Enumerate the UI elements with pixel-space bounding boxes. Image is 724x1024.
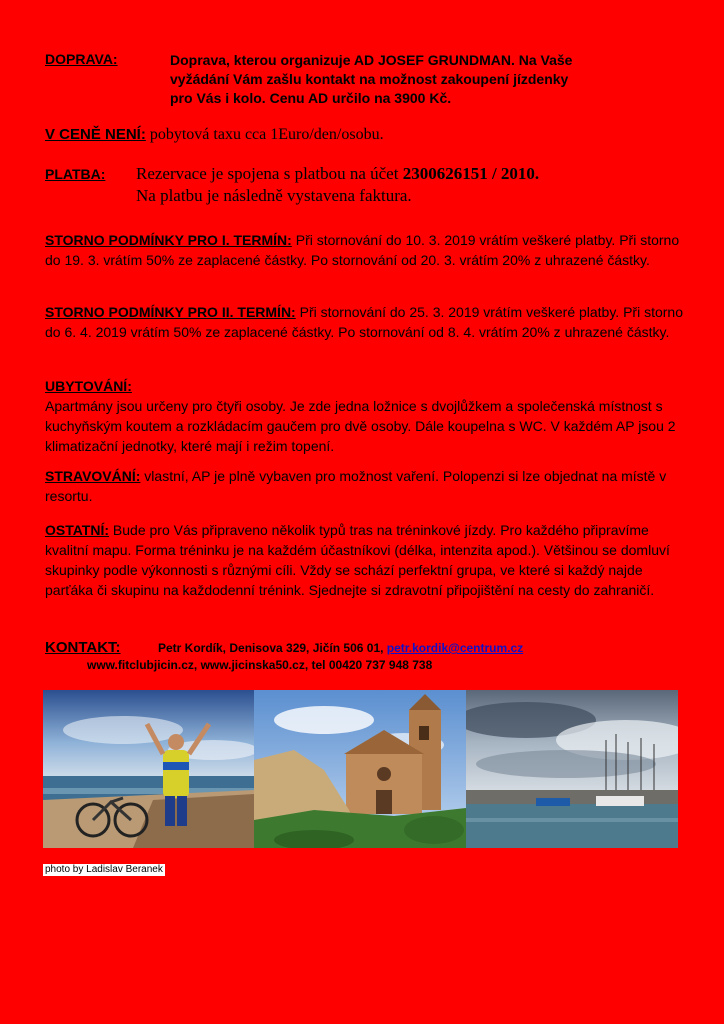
stravovani-section	[45, 466, 685, 506]
ubytovani-heading: UBYTOVÁNÍ:	[45, 378, 132, 394]
photo-cyclist-beach	[43, 690, 254, 848]
church-image	[254, 690, 466, 848]
doprava-line: Doprava, kterou organizuje AD JOSEF GRUNDMAN. Na Vaše	[170, 52, 573, 68]
storno1-section	[45, 230, 685, 270]
kontakt-email-link[interactable]: petr.kordik@centrum.cz	[386, 641, 524, 655]
doprava-line: vyžádání Vám zašlu kontakt na možnost zakoupení jízdenky	[170, 71, 569, 87]
ubytovani-section	[45, 376, 685, 456]
doprava-text	[170, 51, 690, 108]
ostatni-text: Bude pro Vás připraveno několik typů tras na tréninkové jízdy. Pro každého připravíme kvalitní mapu. Forma tréninku je na každém účastníkovi (délka, intenzita apod.). Většinou se domluví skupinky podle výkonnosti s různými cíli. Vždy se schází perfektní grupa, ve které si každý najde parťáka či skupinu na každodenní trénink. Sjednejte si zdravotní připojištění na cesty do zahraničí.	[45, 522, 670, 598]
photo-church-hill	[254, 690, 466, 848]
harbor-image	[466, 690, 678, 848]
kontakt-address: Petr Kordík, Denisova 329, Jičín 506 01,	[158, 641, 387, 655]
storno2-section	[45, 302, 685, 342]
platba-line: Na platbu je následně vystavena faktura.	[136, 186, 412, 205]
ubytovani-text: Apartmány jsou určeny pro čtyři osoby. Je zde jedna ložnice s dvojlůžkem a společenská místnost s kuchyňským koutem a rozkládacím gaučem pro dvě osoby. Dále koupelna s WC. V každém AP jsou 2 klimatizační jednotky, které mají i režim topení.	[45, 398, 676, 454]
v-cene-heading: V CENĚ NENÍ:	[45, 126, 146, 143]
platba-line: Rezervace je spojena s platbou na účet	[136, 164, 403, 183]
v-cene-section	[45, 124, 685, 145]
storno1-heading: STORNO PODMÍNKY PRO I. TERMÍN:	[45, 232, 292, 248]
stravovani-heading: STRAVOVÁNÍ:	[45, 468, 141, 484]
storno2-text: Při stornování do 25. 3. 2019 vrátím veškeré platby. Při storno do 6. 4. 2019 vrátím 50% ze zaplacené částky. Po stornování od 8. 4. vrátím 20% z uhrazené částky.	[45, 304, 683, 340]
kontakt-address-line	[158, 641, 523, 655]
platba-text	[136, 163, 696, 207]
stravovani-text: vlastní, AP je plně vybaven pro možnost vaření. Polopenzi si lze objednat na místě v resortu.	[45, 468, 667, 504]
photo-credit: photo by Ladislav Beranek	[45, 864, 163, 875]
doprava-heading: DOPRAVA:	[45, 51, 118, 67]
cyclist-beach-image	[43, 690, 254, 848]
ostatni-heading: OSTATNÍ:	[45, 522, 110, 538]
v-cene-text: pobytová taxu cca 1Euro/den/osobu.	[145, 126, 384, 143]
kontakt-heading: KONTAKT:	[45, 639, 121, 656]
storno1-text: Při stornování do 10. 3. 2019 vrátím veškeré platby. Při storno do 19. 3. vrátím 50% ze zaplacené částky. Po stornování od 20. 3. vrátím 20% z uhrazené částky.	[45, 232, 680, 268]
platba-account: 2300626151 / 2010.	[402, 164, 540, 183]
storno2-heading: STORNO PODMÍNKY PRO II. TERMÍN:	[45, 304, 296, 320]
platba-heading: PLATBA:	[45, 166, 106, 182]
kontakt-websites: www.fitclubjicin.cz, www.jicinska50.cz, tel 00420 737 948 738	[87, 658, 433, 672]
doprava-line: pro Vás i kolo. Cenu AD určilo na 3900 Kč.	[170, 90, 452, 106]
ostatni-section	[45, 520, 685, 600]
photo-harbor	[466, 690, 678, 848]
